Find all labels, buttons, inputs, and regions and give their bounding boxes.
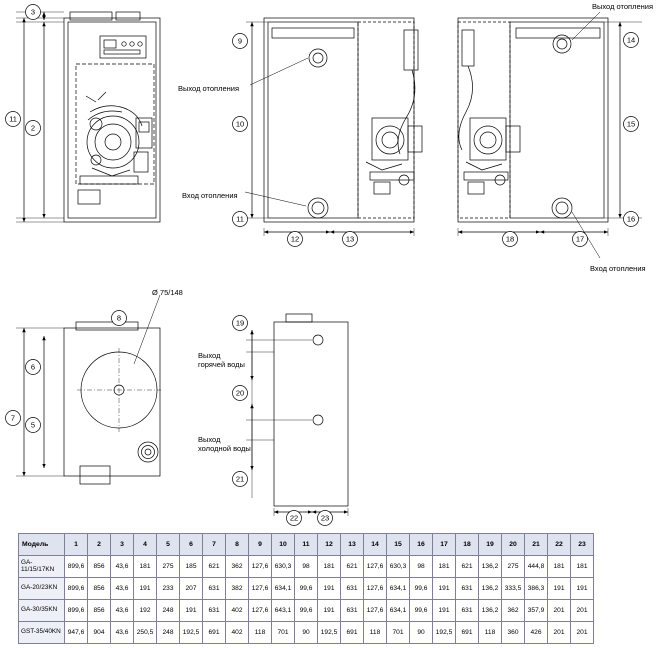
balloon-20	[233, 386, 248, 401]
balloon-19	[233, 316, 248, 331]
col-16: 16	[410, 534, 433, 556]
svg-text:7: 7	[10, 413, 16, 423]
cell-14: 127,6	[364, 600, 387, 622]
svg-text:12: 12	[290, 234, 300, 244]
balloon-15	[624, 117, 639, 132]
cell-5: 248	[157, 600, 180, 622]
cell-18: 691	[456, 622, 479, 644]
col-21: 21	[525, 534, 548, 556]
balloon-21	[233, 472, 248, 487]
col-13: 13	[341, 534, 364, 556]
label-hot-water-outlet2: горячей воды	[198, 360, 245, 369]
svg-text:23: 23	[320, 513, 330, 523]
cell-22: 201	[548, 600, 571, 622]
balloon-13	[343, 232, 358, 247]
svg-text:13: 13	[345, 234, 355, 244]
cell-23: 201	[571, 622, 594, 644]
col-22: 22	[548, 534, 571, 556]
svg-text:3: 3	[30, 7, 36, 17]
balloon-11	[233, 212, 248, 227]
cell-15: 630,3	[387, 556, 410, 578]
cell-5: 275	[157, 556, 180, 578]
col-19: 19	[479, 534, 502, 556]
col-23: 23	[571, 534, 594, 556]
cell-17: 191	[433, 578, 456, 600]
cell-9: 118	[249, 622, 272, 644]
balloon-2	[26, 121, 41, 136]
balloon-5	[26, 418, 41, 433]
cell-20: 333,5	[502, 578, 525, 600]
cell-16: 99,6	[410, 600, 433, 622]
svg-text:22: 22	[289, 513, 299, 523]
svg-text:10: 10	[235, 119, 245, 129]
cell-21: 444,8	[525, 556, 548, 578]
col-5: 5	[157, 534, 180, 556]
balloon-18	[503, 232, 518, 247]
col-20: 20	[502, 534, 525, 556]
table-body	[19, 556, 594, 644]
cell-7: 631	[203, 578, 226, 600]
cell-17: 181	[433, 556, 456, 578]
svg-text:9: 9	[237, 36, 243, 46]
cell-2: 856	[88, 600, 111, 622]
cell-3: 43,6	[111, 622, 134, 644]
cell-22: 181	[548, 556, 571, 578]
cell-15: 701	[387, 622, 410, 644]
cell-11: 90	[295, 622, 318, 644]
cell-2: 856	[88, 556, 111, 578]
cell-12: 181	[318, 556, 341, 578]
cell-18: 621	[456, 556, 479, 578]
balloon-12	[288, 232, 303, 247]
cell-14: 127,6	[364, 556, 387, 578]
label-cold-water-outlet: Выход	[198, 435, 221, 444]
cell-model: GA-11/15/17KN	[19, 556, 65, 578]
table-row	[19, 578, 594, 600]
cell-17: 191	[433, 600, 456, 622]
cell-21: 386,3	[525, 578, 548, 600]
cell-22: 201	[548, 622, 571, 644]
cell-16: 90	[410, 622, 433, 644]
cell-8: 362	[226, 556, 249, 578]
col-17: 17	[433, 534, 456, 556]
cell-5: 248	[157, 622, 180, 644]
cell-13: 621	[341, 556, 364, 578]
cell-23: 201	[571, 600, 594, 622]
cell-1: 947,6	[65, 622, 88, 644]
col-11: 11	[295, 534, 318, 556]
cell-model: GST-35/40KN	[19, 622, 65, 644]
cell-10: 630,3	[272, 556, 295, 578]
cell-9: 127,6	[249, 578, 272, 600]
cell-4: 192	[134, 600, 157, 622]
cell-18: 631	[456, 600, 479, 622]
cell-20: 360	[502, 622, 525, 644]
col-6: 6	[180, 534, 203, 556]
cell-10: 643,1	[272, 600, 295, 622]
table-row	[19, 600, 594, 622]
table-header-row	[19, 534, 594, 556]
svg-text:15: 15	[626, 119, 636, 129]
cell-13: 691	[341, 622, 364, 644]
label-outlet-heating-left: Выход отопления	[178, 84, 240, 93]
cell-16: 99,6	[410, 578, 433, 600]
cell-11: 99,6	[295, 578, 318, 600]
cell-23: 181	[571, 556, 594, 578]
col-4: 4	[134, 534, 157, 556]
cell-16: 98	[410, 556, 433, 578]
col-9: 9	[249, 534, 272, 556]
cell-19: 136,2	[479, 578, 502, 600]
cell-23: 191	[571, 578, 594, 600]
cell-1: 899,6	[65, 600, 88, 622]
cell-4: 250,5	[134, 622, 157, 644]
col-15: 15	[387, 534, 410, 556]
cell-6: 192,5	[180, 622, 203, 644]
cell-model: GA-30/35KN	[19, 600, 65, 622]
svg-text:21: 21	[235, 474, 245, 484]
balloon-17	[573, 232, 588, 247]
cell-20: 362	[502, 600, 525, 622]
balloon-10	[233, 117, 248, 132]
cell-model: GA-20/23KN	[19, 578, 65, 600]
cell-7: 621	[203, 556, 226, 578]
dimensions-table	[18, 533, 594, 644]
cell-19: 136,2	[479, 600, 502, 622]
cell-13: 631	[341, 600, 364, 622]
cell-4: 191	[134, 578, 157, 600]
table-row	[19, 622, 594, 644]
col-3: 3	[111, 534, 134, 556]
svg-text:17: 17	[575, 234, 585, 244]
svg-text:14: 14	[626, 35, 636, 45]
cell-22: 191	[548, 578, 571, 600]
col-1: 1	[65, 534, 88, 556]
cell-3: 43,6	[111, 556, 134, 578]
cell-15: 634,1	[387, 578, 410, 600]
balloon-6	[26, 360, 41, 375]
col-10: 10	[272, 534, 295, 556]
col-model: Модель	[19, 534, 65, 556]
balloon-14	[624, 33, 639, 48]
cell-12: 192,5	[318, 622, 341, 644]
label-flue-diameter: Ø 75/148	[152, 288, 183, 297]
cell-3: 43,6	[111, 600, 134, 622]
label-outlet-heating-top: Выход отопления	[592, 2, 654, 11]
balloon-8	[112, 311, 127, 326]
table-row	[19, 556, 594, 578]
svg-text:8: 8	[116, 313, 122, 323]
balloon-16	[624, 212, 639, 227]
cell-12: 191	[318, 600, 341, 622]
balloon-9	[233, 34, 248, 49]
balloon-11	[6, 112, 21, 127]
cell-7: 691	[203, 622, 226, 644]
col-8: 8	[226, 534, 249, 556]
cell-2: 856	[88, 578, 111, 600]
svg-text:5: 5	[30, 420, 36, 430]
cell-4: 181	[134, 556, 157, 578]
cell-18: 631	[456, 578, 479, 600]
cell-3: 43,6	[111, 578, 134, 600]
cell-21: 357,9	[525, 600, 548, 622]
cell-11: 99,6	[295, 600, 318, 622]
label-inlet-heating-left: Вход отопления	[182, 191, 238, 200]
cell-8: 402	[226, 622, 249, 644]
balloon-22	[287, 511, 302, 526]
cell-19: 118	[479, 622, 502, 644]
cell-15: 634,1	[387, 600, 410, 622]
svg-text:18: 18	[505, 234, 515, 244]
cell-9: 127,6	[249, 600, 272, 622]
cell-8: 402	[226, 600, 249, 622]
cell-12: 191	[318, 578, 341, 600]
cell-20: 275	[502, 556, 525, 578]
cell-10: 701	[272, 622, 295, 644]
cell-5: 233	[157, 578, 180, 600]
cell-17: 192,5	[433, 622, 456, 644]
cell-2: 904	[88, 622, 111, 644]
cell-10: 634,1	[272, 578, 295, 600]
cell-6: 191	[180, 600, 203, 622]
balloon-23	[318, 511, 333, 526]
cell-13: 631	[341, 578, 364, 600]
col-2: 2	[88, 534, 111, 556]
cell-1: 899,6	[65, 578, 88, 600]
cell-11: 98	[295, 556, 318, 578]
col-7: 7	[203, 534, 226, 556]
label-inlet-heating-right: Вход отопления	[590, 264, 646, 273]
svg-text:6: 6	[30, 362, 36, 372]
cell-8: 382	[226, 578, 249, 600]
svg-text:2: 2	[30, 123, 36, 133]
cell-9: 127,6	[249, 556, 272, 578]
label-hot-water-outlet: Выход	[198, 351, 221, 360]
col-18: 18	[456, 534, 479, 556]
svg-text:11: 11	[9, 114, 17, 124]
svg-text:19: 19	[235, 318, 245, 328]
cell-14: 118	[364, 622, 387, 644]
svg-text:16: 16	[626, 214, 636, 224]
cell-19: 136,2	[479, 556, 502, 578]
cell-7: 631	[203, 600, 226, 622]
cell-6: 185	[180, 556, 203, 578]
svg-text:20: 20	[235, 388, 245, 398]
col-12: 12	[318, 534, 341, 556]
col-14: 14	[364, 534, 387, 556]
label-cold-water-outlet2: холодной воды	[198, 444, 251, 453]
balloon-3	[26, 5, 41, 20]
svg-text:11: 11	[236, 214, 244, 224]
balloon-7	[6, 411, 21, 426]
cell-21: 426	[525, 622, 548, 644]
cell-14: 127,6	[364, 578, 387, 600]
cell-6: 207	[180, 578, 203, 600]
cell-1: 899,6	[65, 556, 88, 578]
